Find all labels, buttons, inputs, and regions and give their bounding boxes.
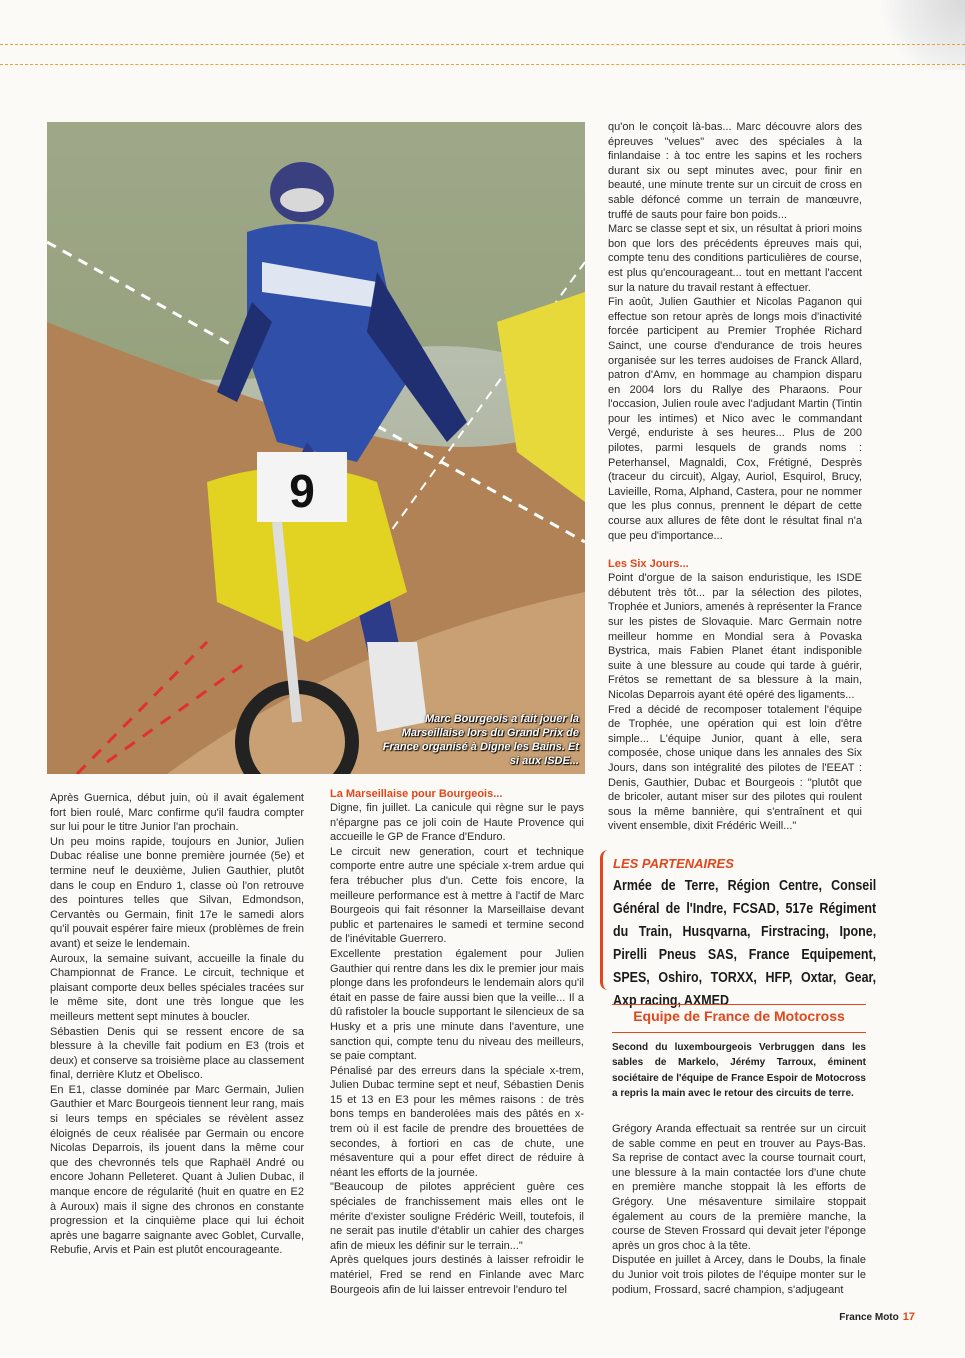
section-heading-six-jours: Les Six Jours...	[608, 558, 689, 571]
motocross-lead: Second du luxembourgeois Verbruggen dans les sables de Markelo, Jérémy Tarroux, éminent sociétaire de l'équipe de France Espoir de Motocross a repris la main avec le retour des circuits de terre.	[612, 1042, 866, 1099]
paragraph: Sébastien Denis qui se ressent encore de sa blessure à la cheville fait podium en E3 (trois et deux) et conserve sa troisième place au classement final, derrière Klutz et Obelisco.	[50, 1025, 304, 1082]
enduro-rider-photo	[47, 122, 585, 774]
paragraph: Un peu moins rapide, toujours en Junior, Julien Dubac réalise une bonne première journée (5e) et termine neuf le deuxième, Julien Gauthier, plutôt dans le coup en Enduro 1, classe où l'on retrouve des pointures telles que Silvan, Edmondson, Cervantès ou Germain, finit 17e le samedi alors qu'il pouvait espérer faire mieux (problèmes de frein avant) et seize le lendemain.	[50, 835, 304, 950]
partners-box	[600, 850, 888, 1009]
paragraph: qu'on le conçoit là-bas... Marc découvre alors des épreuves "velues" avec des spéciales à la finlandaise : à toc entre les sapins et les rochers durant six ou sept minutes avec, pour finir en beauté, une minute trente sur un circuit de cross en sable défoncé comme un terrain de manœuvre, truffé de sauts pour faire bon poids...	[608, 121, 862, 221]
paragraph: Excellente prestation également pour Julien Gauthier qui rentre dans les dix le premier jour mais plonge dans les profondeurs le lendemain alors qu'il était en passe de faire aussi bien que la veille... Il a dû rafistoler la boucle supportant le silencieux de sa Husky et a pris une minute dans l'aventure, une sanction qui, compte tenu du niveau des meilleurs, se paie comptant.	[330, 947, 584, 1063]
paragraph: Disputée en juillet à Arcey, dans le Doubs, la finale du Junior voit trois pilotes de l'équipe monter sur le podium, Frossard, sacré champion, s'adjugeant	[612, 1254, 866, 1296]
middle-column	[330, 787, 584, 1297]
paragraph: Fin août, Julien Gauthier et Nicolas Paganon qui effectue son retour après de longs mois d'inactivité forcée participent au Premier Trophée Richard Sainct, une course d'endurance de trois heures organisée sur les terres audoises de Franck Allard, patron d'Amv, en hommage au champion disparu en 2004 lors du Rallye des Pharaons. Pour l'occasion, Julien roule avec l'adjudant Martin (Tintin pour les intimes) et Nico avec le commandant Vergé, enduriste à ses heures... Plus de 200 pilotes, parmi lesquels de grands noms : Peterhansel, Magnaldi, Cox, Frétigné, Desprès (traceur du circuit), Algay, Auriol, Esquirol, Brucy, Lavieille, Roma, Alphand, Castera, pour ne nommer que les plus connus, prennent le départ de cette course aux allures de fête dont le résultat final n'a que peu d'importance...	[608, 296, 862, 542]
top-dashed-rule-2	[0, 64, 965, 65]
motocross-column	[612, 1122, 866, 1297]
paragraph: Après Guernica, début juin, où il avait également fort bien roulé, Marc confirme qu'il faudra compter sur lui pour le titre Junior l'an prochain.	[50, 792, 304, 834]
page-footer	[839, 1311, 915, 1323]
partners-list: Armée de Terre, Région Centre, Conseil Général de l'Indre, FCSAD, 517e Régiment du Train, Husqvarna, Firstracing, Ipone, Pirelli Pneus SAS, France Equipement, SPES, Oshiro, TORXX, HFP, Oxtar, Gear, Axp racing, AXMED	[613, 878, 877, 1009]
section-heading-marseillaise: La Marseillaise pour Bourgeois...	[330, 788, 503, 800]
paragraph: Digne, fin juillet. La canicule qui règne sur le pays n'épargne pas ce joli coin de Haute Provence qui accueille le GP de France d'Enduro.	[330, 802, 584, 844]
paragraph: Auroux, la semaine suivant, accueille la finale du Championnat de France. Le circuit, technique et plaisant comporte deux belles spéciales tracées sur le même site, dont une très longue que les meilleurs mettent sept minutes à boucler.	[50, 952, 304, 1023]
paragraph: Fred a décidé de recomposer totalement l'équipe de Trophée, une opération qui est loin d'être simple... L'équipe Junior, quant à elle, sera composée, chose unique dans les annales des Six Jours, dans son intégralité des pilotes de l'EEAT : Denis, Gauthier, Dubac et Bourgeois : "plutôt que de bricoler, autant miser sur des pilotes qui roulent sous la même bannière, qui s'entraînent et qui vivent ensemble, dixit Frédéric Weill..."	[608, 703, 862, 833]
paragraph: Pénalisé par des erreurs dans la spéciale x-trem, Julien Dubac termine sept et neuf, Sébastien Denis 15 et 13 en E3 pour les mêmes raisons : de très bons temps en banderolées mais des pâtés en x-trem où il est facile de prendre des brouettées de secondes, à fortiori en cas de chute, une mésaventure qui a pour effet direct de réduire à néant les efforts de la journée.	[330, 1064, 584, 1179]
top-dashed-rule	[0, 44, 965, 45]
motocross-box-title: Equipe de France de Motocross	[633, 1008, 845, 1024]
partners-title: LES PARTENAIRES	[613, 856, 734, 871]
paragraph: Point d'orgue de la saison enduristique, les ISDE débutent très tôt... par la sélection des pilotes, Trophée et Juniors, amenés à représenter la France sur les pistes de Slovaquie. Marc Germain notre meilleur homme en Mondial sera à Povaska Bystrica, mais Fabien Planet étant indisponible suite à une blessure au coude qui tarde à guérir, Frétos se remettant de sa blessure à la main, Nicolas Deparrois ayant été opéré des ligaments...	[608, 572, 862, 701]
paragraph: Marc se classe sept et six, un résultat à priori moins bon que lors des précédents épreuves mais qui, compte tenu des conditions particulières de course, est plus qu'encourageant... tout en mettant l'accent sur la nature du travail restant à effectuer.	[608, 223, 862, 294]
paragraph: "Beaucoup de pilotes apprécient guère ces spéciales de franchissement mais elles ont le mérite d'exister souligne Frédéric Weill, toutefois, il ne serait pas inutile d'établir un cahier des charges afin de mieux les définir sur le terrain..."	[330, 1181, 584, 1252]
paragraph: En E1, classe dominée par Marc Germain, Julien Gauthier et Marc Bourgeois tiennent leur rang, mais si leurs temps en spéciales se révèlent assez éloignés de ceux réalisée par Germain ou encore Nicolas Deparrois, ils jouent dans la même cour que des chevronnés tels que Raphaël André ou encore Johann Pelleteret. Quant à Julien Dubac, il manque encore de régularité (huit en quatre en E2 à Auroux) mais il signe des chronos en constante progression et la cinquième place qui lui échoit après une bagarre saignante avec Goblet, Curvalle, Rebufie, Arvis et Pain est plutôt encourageante.	[50, 1083, 304, 1257]
right-column	[608, 120, 862, 834]
page-corner-shadow	[875, 0, 965, 70]
photo-illustration	[47, 122, 585, 774]
box-bottom-rule	[612, 1032, 866, 1033]
box-top-rule	[612, 1004, 866, 1005]
photo-caption: Marc Bourgeois a fait jouer la Marseillaise lors du Grand Prix de France organisé à Digne les Bains. Et si aux ISDE...	[382, 713, 579, 767]
magazine-name: France Moto	[839, 1312, 899, 1323]
left-column	[50, 791, 304, 1258]
paragraph: Grégory Aranda effectuait sa rentrée sur un circuit de sable comme en peut en trouver au Pays-Bas. Sa reprise de contact avec la course tournait court, une blessure à la main contactée lors d'une chute en première manche stoppait là les efforts de Grégory. Une mésaventure similaire stoppait également au cours de la première manche, la course de Steven Frossard qui devait jeter l'éponge après un gros choc à la tête.	[612, 1123, 866, 1252]
bike-number: 9	[289, 465, 315, 517]
page-number: 17	[902, 1311, 915, 1323]
paragraph: Le circuit new generation, court et technique comporte entre autre une spéciale x-trem ardue qui fera trébucher plus d'un. Cette fois encore, la meilleure performance est à mettre à l'actif de Marc Bourgeois qui fait résonner la Marseillaise devant public et partenaires le samedi et termine second de l'inévitable Guerrero.	[330, 845, 584, 946]
paragraph: Après quelques jours destinés à laisser refroidir le matériel, Fred se rend en Finlande avec Marc Bourgeois afin de lui laisser entrevoir l'enduro tel	[330, 1254, 584, 1296]
